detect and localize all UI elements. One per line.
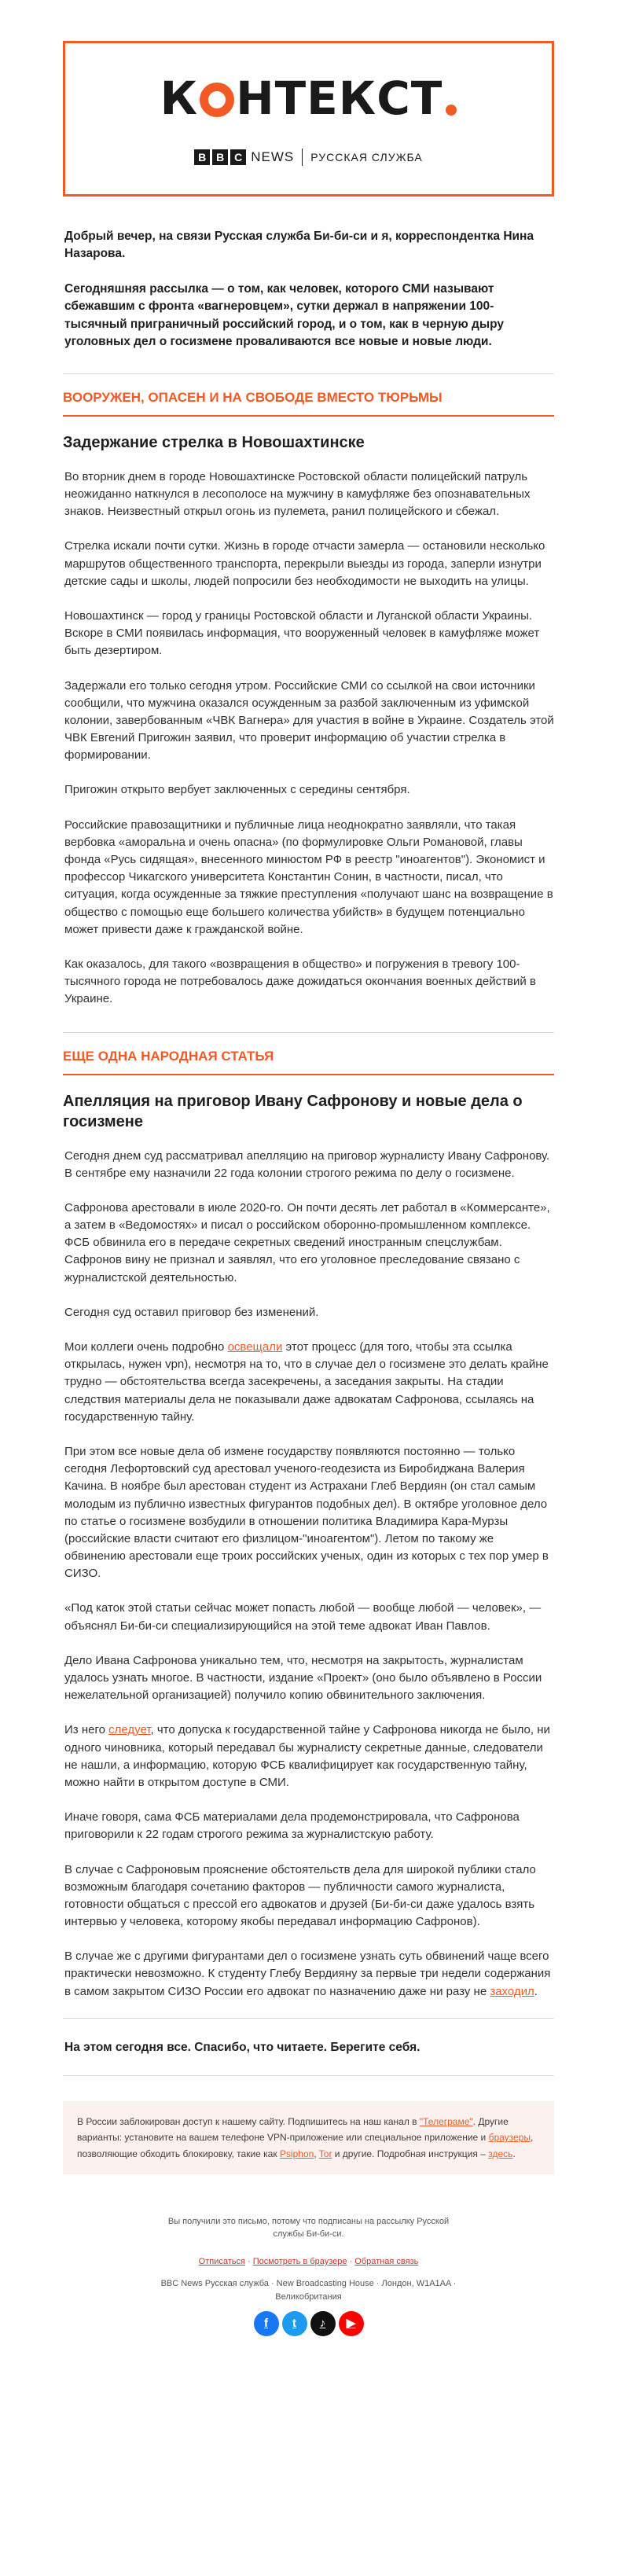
section-title: Задержание стрелка в Новошахтинске (63, 433, 365, 451)
paragraph: Новошахтинск — город у границы Ростовской области и Луганской области Украины. Вскоре в СМИ появилась информация, что вооруженный человек в камуфляже может быть дезертиром. (64, 608, 540, 658)
blocking-notice (63, 2101, 554, 2174)
section-kicker: ЕЩЕ ОДНА НАРОДНАЯ СТАТЬЯ (63, 1048, 274, 1064)
tor-link[interactable]: Tor (318, 2148, 332, 2159)
paragraph-text: Мои коллеги очень подробно (64, 1340, 228, 1354)
footer-links (160, 2255, 458, 2269)
psiphon-link[interactable]: Psiphon (279, 2148, 314, 2159)
paragraph: Стрелка искали почти сутки. Жизнь в городе отчасти замерла — остановили несколько маршрутов общественного транспорта, перекрыли выезды из города, заперли изнутри детские сады и школы, людей попросили без необходимости не выходить на улицы. (64, 539, 545, 588)
logo-dot-icon (446, 105, 457, 116)
notice-text: В России заблокирован доступ к нашему сайту. Подпишитесь на наш канал в (77, 2115, 420, 2127)
kontekst-logo[interactable] (160, 72, 457, 125)
paragraph-text: Из него (64, 1723, 109, 1737)
bbc-block: B (212, 149, 228, 165)
intro (64, 228, 553, 351)
bbc-service-label: РУССКАЯ СЛУЖБА (310, 151, 423, 164)
inline-link[interactable]: следует (108, 1723, 151, 1737)
twitter-icon[interactable]: t (282, 2311, 307, 2336)
paragraph-text: . (534, 1984, 538, 1998)
bbc-block: B (194, 149, 210, 165)
divider (63, 2075, 554, 2076)
divider (63, 2018, 554, 2019)
paragraph: Пригожин открыто вербует заключенных с середины сентября. (64, 783, 410, 797)
paragraph: В случае с Сафроновым прояснение обстоятельств дела для широкой публики стало возможным благодаря сочетанию факторов — публичности самого журналиста, готовности общаться с прессой его адвокатов и друзей (Би-би-си даже удалось взять интервью у человека, которому якобы передавал информацию Сафронов). (64, 1862, 536, 1929)
instructions-link[interactable]: здесь (488, 2148, 513, 2159)
section-title: Апелляция на приговор Ивану Сафронову и новые дела о госизмене (63, 1092, 523, 1130)
telegram-link[interactable]: "Телеграме" (419, 2115, 473, 2127)
greeting-text: Добрый вечер, на связи Русская служба Би-би-си и я, корреспондентка Нина Назарова. (64, 230, 534, 261)
paragraph: Иначе говоря, сама ФСБ материалами дела продемонстрировала, что Сафронова приговорили к 22 годам строгого режима за журналистскую работу. (64, 1810, 520, 1842)
logo-divider (302, 149, 303, 166)
view-in-browser-link[interactable]: Посмотреть в браузере (252, 2256, 347, 2266)
brand-text-start: К (160, 72, 199, 125)
section-body (64, 1148, 554, 2001)
section-kicker: ВООРУЖЕН, ОПАСЕН И НА СВОБОДЕ ВМЕСТО ТЮРЬМЫ (63, 389, 443, 405)
social-links (160, 2311, 458, 2336)
inline-link[interactable]: освещали (227, 1340, 283, 1354)
paragraph-text: , что допуска к государственной тайне у Сафронова никогда не было, ни одного чиновника, который передавал бы журналисту секретные данные, следователи не нашли, а информацию, которую ФСБ квалифицирует как государственную тайну, можно найти в открытом доступе в СМИ. (64, 1723, 550, 1789)
logo-o-ring-icon (200, 83, 234, 117)
notice-text: , позволяющие обходить блокировку, такие как (77, 2132, 534, 2159)
brand-text-end: НТЕКСТ (236, 72, 443, 125)
unsubscribe-link[interactable]: Отписаться (198, 2256, 245, 2266)
link-separator: · (347, 2256, 355, 2266)
postal-address: BBC News Русская служба · New Broadcasting House · Лондон, W1A1AA · Великобритания (160, 2279, 457, 2302)
paragraph: Дело Ивана Сафронова уникально тем, что, несмотря на закрытость, журналистам удалось узнать многое. В частности, издание «Проект» (оно было объявлено в России нежелательной организацией) получило копию обвинительного заключения. (64, 1653, 542, 1703)
section-body (64, 469, 554, 1009)
inline-link[interactable]: заходил (490, 1984, 534, 1998)
paragraph (64, 1722, 554, 1791)
header-banner (63, 41, 554, 197)
browsers-link[interactable]: браузеры (488, 2132, 531, 2144)
paragraph: «Под каток этой статьи сейчас может попасть любой — вообще любой — человек», — объяснял Би-би-си специализирующийся на этой теме адвокат Иван Павлов. (64, 1601, 542, 1633)
paragraph: Сегодня суд оставил приговор без изменений. (64, 1305, 319, 1319)
paragraph (64, 1948, 554, 2001)
tiktok-icon[interactable]: ♪ (310, 2311, 336, 2336)
footer (160, 2215, 458, 2337)
closing-text: На этом сегодня все. Спасибо, что читаете. Берегите себя. (64, 2040, 421, 2054)
paragraph: Задержали его только сегодня утром. Российские СМИ со ссылкой на свои источники сообщили, что мужчина оказался осужденным за разбой заключенным из уфимской колонии, завербованным «ЧВК Вагнера» для участия в войне в Украине. Создатель этой ЧВК Евгений Пригожин заявил, что проверит информацию об участии стрелка в формировании. (64, 678, 554, 763)
bbc-block: C (230, 149, 246, 165)
paragraph: Российские правозащитники и публичные лица неоднократно заявляли, что такая вербовка «аморальна и очень опасна» (по формулировке Ольги Романовой, главы фонда «Русь сидящая», внесенного минюстом РФ в реестр "иноагентов"). Экономист и профессор Чикагского университета Константин Сонин, в частности, писал, что ситуация, когда осужденные за тяжкие преступления «получают шанс на возвращение в общество с помощью еще большего количества убийств» в будущем потенциально может привести даже к гражданской войне. (64, 818, 553, 936)
paragraph: Как оказалось, для такого «возвращения в общество» и погружения в тревогу 100-тысячного города не потребовалось даже дожидаться окончания военных действий в Украине. (64, 957, 536, 1006)
link-separator: · (244, 2256, 253, 2266)
paragraph-text: этот процесс (для того, чтобы эта ссылка открылась, нужен vpn), несмотря на то, что в случае дел о госизмене это делать крайне трудно — обстоятельства всегда засекречены, а заседания закрыты. На стадии следствия материалы дела не показывали даже адвокатам Сафронова, ссылаясь на государственную тайну. (64, 1340, 549, 1424)
notice-text: и другие. Подробная инструкция – (332, 2148, 489, 2159)
paragraph: Сафронова арестовали в июле 2020-го. Он почти десять лет работал в «Коммерсанте», а затем в «Ведомостях» и писал о российском оборонно-промышленном комплексе. ФСБ обвинила его в передаче секретных сведений иностранным спецслужбам. Сафронов вину не признал и заявлял, что его уголовное преследование связано с журналистской деятельностью. (64, 1200, 550, 1284)
bbc-news-label: NEWS (251, 149, 295, 164)
paragraph: Сегодня днем суд рассматривал апелляцию на приговор журналисту Ивану Сафронову. В сентябре ему назначили 22 года колонии строгого режима по делу о госизмене. (64, 1148, 550, 1180)
youtube-icon[interactable]: ▶ (339, 2311, 364, 2336)
newsletter (0, 41, 617, 2368)
feedback-link[interactable]: Обратная связь (354, 2256, 419, 2266)
facebook-icon[interactable]: f (254, 2311, 279, 2336)
notice-text: . (512, 2148, 516, 2159)
bbc-blocks-icon (194, 149, 246, 165)
paragraph: При этом все новые дела об измене государству появляются постоянно — только сегодня Лефортовский суд арестовал ученого-геодезиста из Биробиджана Валерия Качина. В ноябре был арестован студент из Астрахани Глеб Вердиян (он стал самым молодым из публично известных фигурантов подобных дел). В октябре уголовное дело по статье о госизмене возбудили в отношении политика Владимира Кара-Мурзы (российские власти считают его физлицом-"иноагентом"). Летом по такому же обвинению арестовали еще троих российских ученых, один из которых с тех пор умер в СИЗО. (64, 1444, 549, 1581)
notice-text: . Другие варианты: установите на вашем телефоне VPN-приложение или специальное приложение и (77, 2115, 509, 2144)
summary-text: Сегодняшняя рассылка — о том, как человек, которого СМИ называют сбежавшим с фронта «вагнеровцем», сутки держал в напряжении 100-тысячный приграничный российский город, и о том, как в черную дыру уголовных дел о госизмене проваливаются все новые и новые люди. (64, 281, 505, 349)
paragraph: Во вторник днем в городе Новошахтинске Ростовской области полицейский патруль неожиданно наткнулся в лесополосе на мужчину в камуфляже без опознавательных знаков. Неизвестный открыл огонь из пулемета, ранил полицейского и сбежал. (64, 469, 531, 519)
paragraph (64, 1339, 554, 1426)
paragraph-text: В случае же с другими фигурантами дел о госизмене узнать суть обвинений чаще всего практически невозможно. К студенту Глебу Вердияну за первые три недели содержания в самом закрытом СИЗО России его адвокат по назначению даже ни разу не (64, 1949, 551, 1998)
bbc-russian-logo (194, 149, 423, 166)
subscription-reason: Вы получили это письмо, потому что подписаны на рассылку Русской службы Би-би-си. (167, 2216, 450, 2240)
notice-text: , (314, 2148, 319, 2159)
